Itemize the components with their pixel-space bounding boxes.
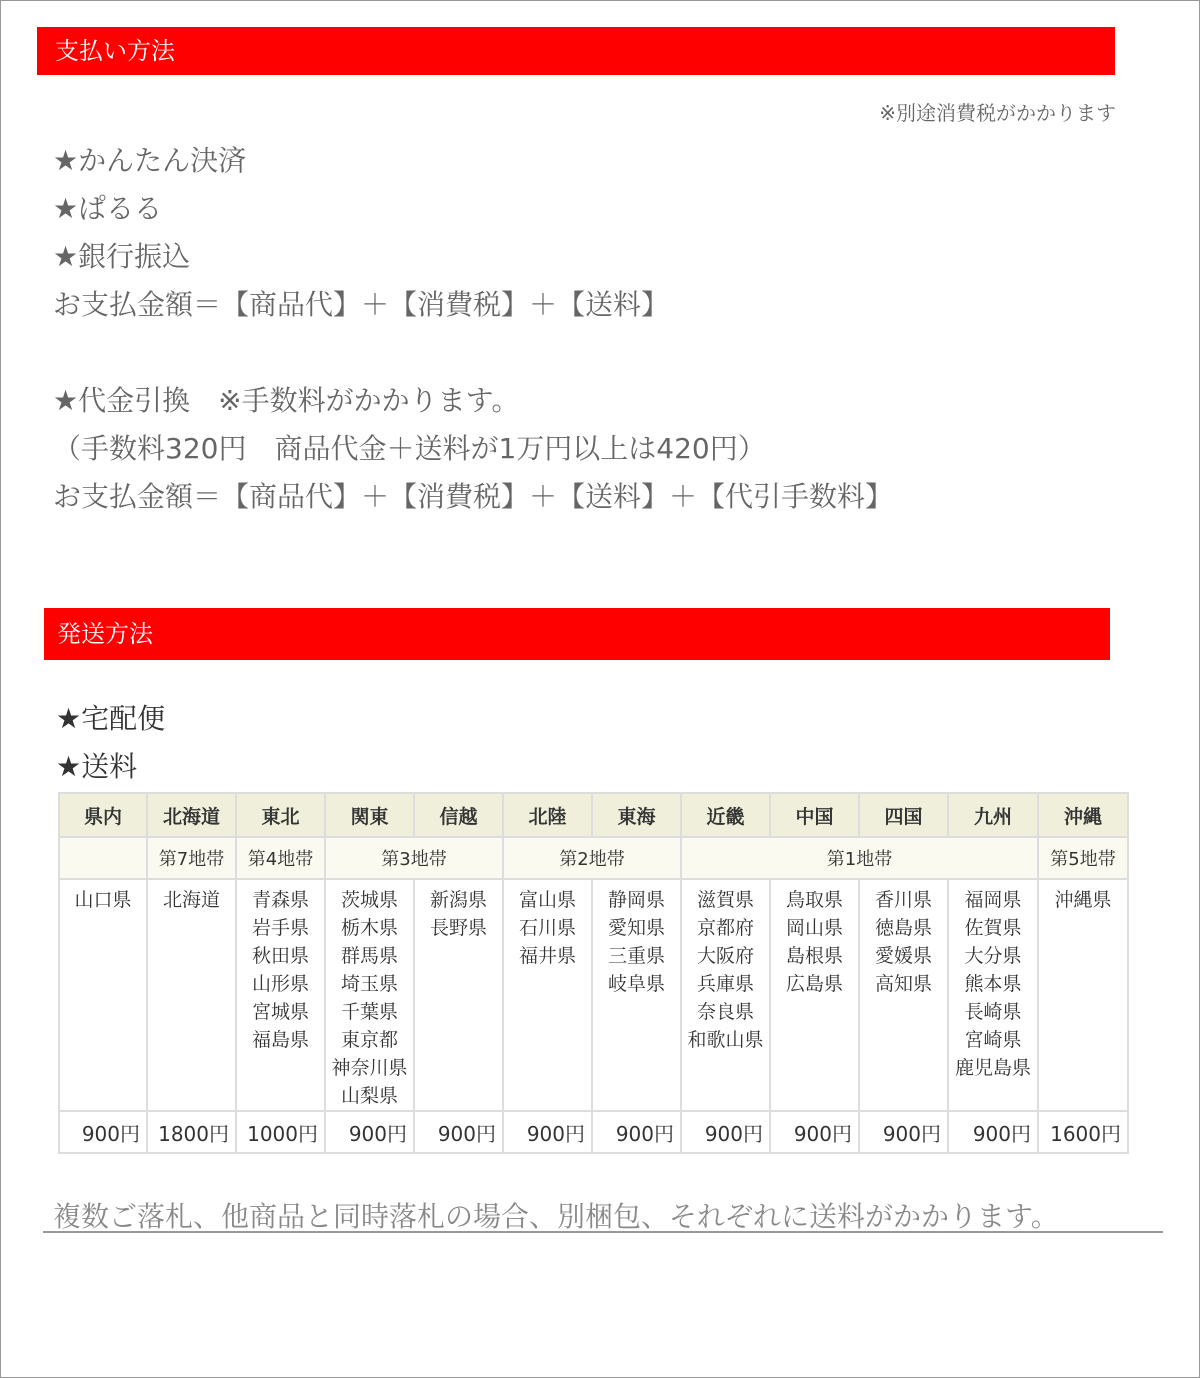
region-header-row bbox=[58, 792, 1129, 838]
shipping-method-takuhaibin: ★宅配便 bbox=[56, 702, 166, 735]
price-cell: 1600円 bbox=[1039, 1112, 1129, 1154]
payment-amount-formula: お支払金額＝【商品代】＋【消費税】＋【送料】 bbox=[53, 288, 670, 321]
shipping-rate-table bbox=[58, 792, 1129, 1154]
prefecture-name: 山梨県 bbox=[340, 1085, 398, 1107]
prefecture-cell bbox=[1039, 880, 1129, 1112]
price-cell: 900円 bbox=[415, 1112, 504, 1154]
prefecture-cell bbox=[237, 880, 326, 1112]
prefecture-name: 鹿児島県 bbox=[954, 1057, 1031, 1079]
payment-method-paruru: ★ぱるる bbox=[53, 192, 163, 225]
prefecture-cell bbox=[415, 880, 504, 1112]
prefecture-name: 山口県 bbox=[74, 889, 132, 911]
zone-cell: 第2地帯 bbox=[504, 838, 682, 880]
prefecture-cell bbox=[682, 880, 771, 1112]
prefecture-cell bbox=[593, 880, 682, 1112]
region-header: 県内 bbox=[58, 792, 148, 838]
prefecture-name: 長崎県 bbox=[964, 1001, 1022, 1023]
payment-section-header bbox=[37, 27, 1115, 75]
prefecture-name: 大阪府 bbox=[696, 945, 754, 967]
shipping-fee-label: ★送料 bbox=[56, 750, 138, 783]
prefecture-cell bbox=[771, 880, 860, 1112]
price-cell: 900円 bbox=[860, 1112, 949, 1154]
zone-cell: 第1地帯 bbox=[682, 838, 1039, 880]
region-header: 東北 bbox=[237, 792, 326, 838]
prefecture-name: 佐賀県 bbox=[964, 917, 1022, 939]
region-header: 沖縄 bbox=[1039, 792, 1129, 838]
region-header: 東海 bbox=[593, 792, 682, 838]
cod-fee-note: （手数料320円 商品代金＋送料が1万円以上は420円） bbox=[53, 432, 766, 465]
prefecture-name: 青森県 bbox=[251, 889, 309, 911]
prefecture-name: 徳島県 bbox=[874, 917, 932, 939]
zone-cell bbox=[58, 838, 148, 880]
prefecture-name: 熊本県 bbox=[964, 973, 1022, 995]
zone-cell: 第5地帯 bbox=[1039, 838, 1129, 880]
price-cell: 900円 bbox=[682, 1112, 771, 1154]
prefecture-name: 静岡県 bbox=[607, 889, 665, 911]
prefecture-name: 北海道 bbox=[162, 889, 220, 911]
prefecture-name: 秋田県 bbox=[251, 945, 309, 967]
payment-method-easy: ★かんたん決済 bbox=[53, 144, 247, 177]
price-cell: 900円 bbox=[771, 1112, 860, 1154]
price-row bbox=[58, 1112, 1129, 1154]
zone-cell: 第4地帯 bbox=[237, 838, 326, 880]
prefecture-name: 京都府 bbox=[696, 917, 754, 939]
prefecture-name: 島根県 bbox=[785, 945, 843, 967]
prefecture-name: 愛知県 bbox=[607, 917, 665, 939]
prefecture-row bbox=[58, 880, 1129, 1112]
prefecture-name: 沖縄県 bbox=[1054, 889, 1112, 911]
payment-title: 支払い方法 bbox=[55, 37, 175, 65]
payment-method-bank: ★銀行振込 bbox=[53, 240, 191, 273]
prefecture-name: 宮城県 bbox=[251, 1001, 309, 1023]
price-cell: 1000円 bbox=[237, 1112, 326, 1154]
prefecture-name: 群馬県 bbox=[340, 945, 398, 967]
zone-cell: 第3地帯 bbox=[326, 838, 504, 880]
prefecture-name: 和歌山県 bbox=[687, 1029, 764, 1051]
prefecture-cell bbox=[58, 880, 148, 1112]
cod-amount-formula: お支払金額＝【商品代】＋【消費税】＋【送料】＋【代引手数料】 bbox=[53, 480, 894, 513]
prefecture-name: 山形県 bbox=[251, 973, 309, 995]
price-cell: 900円 bbox=[949, 1112, 1039, 1154]
region-header: 北陸 bbox=[504, 792, 593, 838]
prefecture-cell bbox=[860, 880, 949, 1112]
prefecture-name: 鳥取県 bbox=[785, 889, 843, 911]
region-header: 九州 bbox=[949, 792, 1039, 838]
prefecture-name: 神奈川県 bbox=[331, 1057, 408, 1079]
region-header: 関東 bbox=[326, 792, 415, 838]
prefecture-name: 長野県 bbox=[429, 917, 487, 939]
prefecture-name: 千葉県 bbox=[340, 1001, 398, 1023]
prefecture-name: 滋賀県 bbox=[696, 889, 754, 911]
prefecture-name: 新潟県 bbox=[429, 889, 487, 911]
cod-title: ★代金引換 ※手数料がかかります。 bbox=[53, 384, 520, 417]
prefecture-name: 埼玉県 bbox=[340, 973, 398, 995]
price-cell: 900円 bbox=[504, 1112, 593, 1154]
prefecture-name: 宮崎県 bbox=[964, 1029, 1022, 1051]
prefecture-name: 岩手県 bbox=[251, 917, 309, 939]
region-header: 中国 bbox=[771, 792, 860, 838]
prefecture-name: 三重県 bbox=[607, 945, 665, 967]
region-header: 北海道 bbox=[148, 792, 237, 838]
prefecture-name: 岐阜県 bbox=[607, 973, 665, 995]
prefecture-cell bbox=[949, 880, 1039, 1112]
prefecture-name: 栃木県 bbox=[340, 917, 398, 939]
prefecture-name: 香川県 bbox=[874, 889, 932, 911]
tax-note: ※別途消費税がかかります bbox=[879, 101, 1116, 125]
prefecture-cell bbox=[326, 880, 415, 1112]
price-cell: 900円 bbox=[326, 1112, 415, 1154]
prefecture-name: 広島県 bbox=[785, 973, 843, 995]
prefecture-name: 愛媛県 bbox=[874, 945, 932, 967]
price-cell: 900円 bbox=[593, 1112, 682, 1154]
prefecture-cell bbox=[148, 880, 237, 1112]
prefecture-name: 兵庫県 bbox=[696, 973, 754, 995]
prefecture-name: 東京都 bbox=[340, 1029, 398, 1051]
prefecture-name: 福岡県 bbox=[964, 889, 1022, 911]
prefecture-name: 石川県 bbox=[518, 917, 576, 939]
footer-note: 複数ご落札、他商品と同時落札の場合、別梱包、それぞれに送料がかかります。 bbox=[43, 1195, 1163, 1233]
prefecture-cell bbox=[504, 880, 593, 1112]
zone-cell: 第7地帯 bbox=[148, 838, 237, 880]
prefecture-name: 茨城県 bbox=[340, 889, 398, 911]
prefecture-name: 岡山県 bbox=[785, 917, 843, 939]
price-cell: 1800円 bbox=[148, 1112, 237, 1154]
prefecture-name: 奈良県 bbox=[696, 1001, 754, 1023]
shipping-section-header bbox=[44, 608, 1110, 660]
prefecture-name: 富山県 bbox=[518, 889, 576, 911]
price-cell: 900円 bbox=[58, 1112, 148, 1154]
prefecture-name: 高知県 bbox=[874, 973, 932, 995]
region-header: 信越 bbox=[415, 792, 504, 838]
region-header: 四国 bbox=[860, 792, 949, 838]
prefecture-name: 福島県 bbox=[251, 1029, 309, 1051]
prefecture-name: 福井県 bbox=[518, 945, 576, 967]
zone-row bbox=[58, 838, 1129, 880]
shipping-title: 発送方法 bbox=[57, 620, 153, 648]
prefecture-name: 大分県 bbox=[964, 945, 1022, 967]
region-header: 近畿 bbox=[682, 792, 771, 838]
